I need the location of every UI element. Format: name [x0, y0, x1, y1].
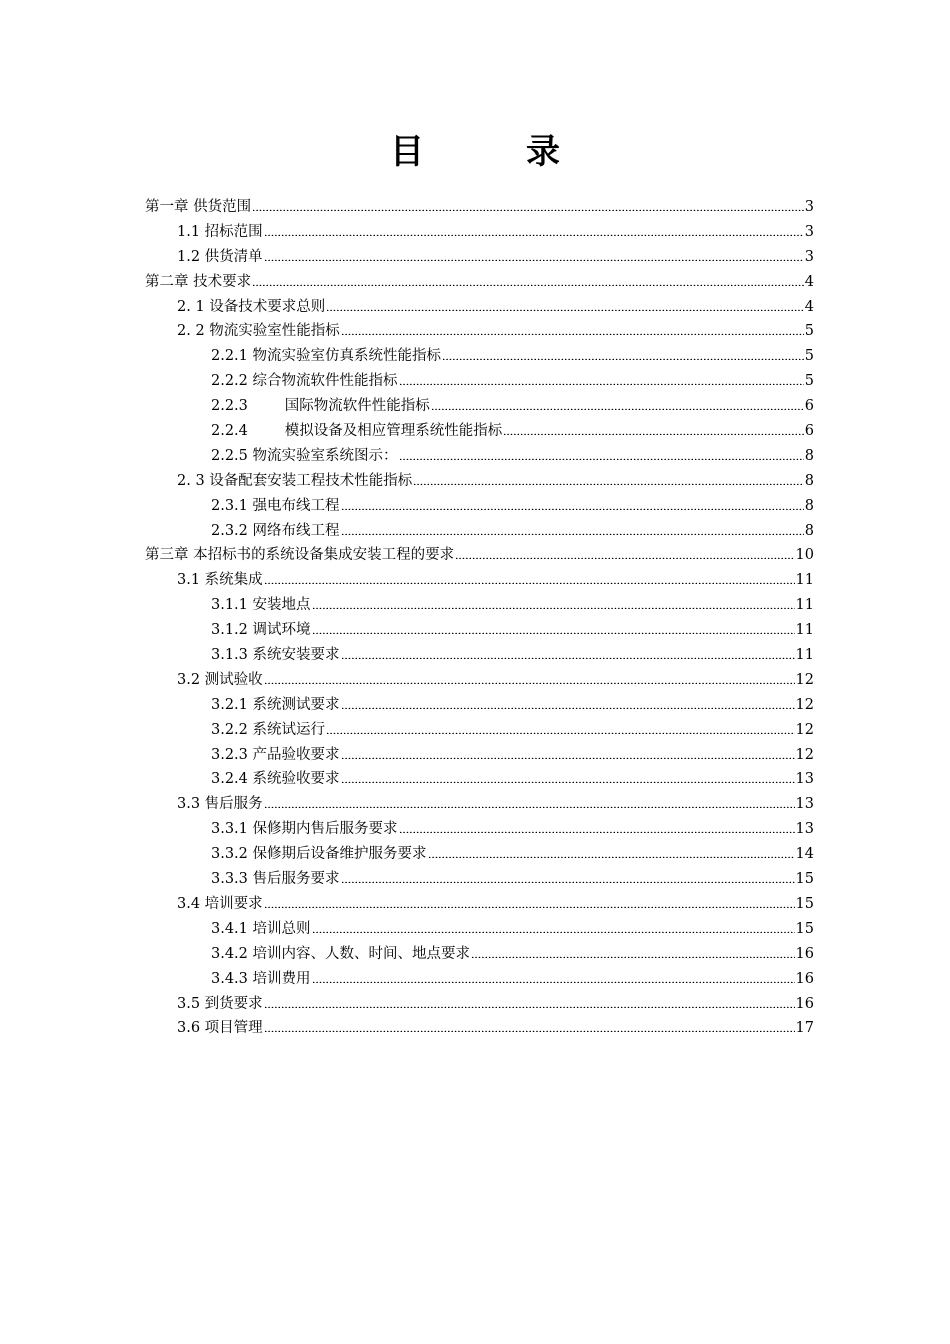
toc-entry[interactable] [0, 942, 950, 967]
toc-page-number: 3 [804, 223, 814, 240]
toc-entry[interactable] [0, 195, 950, 220]
toc-entry-label: 2.2.5 物流实验室系统图示： [211, 447, 398, 464]
toc-dot-leader [312, 624, 795, 634]
toc-entry[interactable] [0, 892, 950, 917]
toc-entry[interactable] [0, 817, 950, 842]
toc-dot-leader [413, 475, 803, 485]
toc-entry[interactable] [0, 718, 950, 743]
toc-dot-leader [264, 798, 795, 808]
toc-dot-leader [428, 848, 795, 858]
toc-dot-leader [341, 873, 795, 883]
toc-dot-leader [341, 500, 804, 510]
toc-dot-leader [264, 1022, 795, 1032]
toc-entry[interactable] [0, 245, 950, 270]
toc-entry-label: 3.2 测试验收 [177, 671, 263, 688]
toc-page-number: 16 [795, 945, 814, 962]
toc-entry[interactable] [0, 444, 950, 469]
toc-dot-leader [312, 599, 795, 609]
toc-entry[interactable] [0, 792, 950, 817]
toc-entry[interactable] [0, 643, 950, 668]
toc-dot-leader [503, 425, 803, 435]
toc-entry-label: 3.1.1 安装地点 [211, 597, 311, 614]
toc-dot-leader [341, 525, 804, 535]
toc-entry[interactable] [0, 917, 950, 942]
toc-entry-label: 2. 2 物流实验室性能指标 [177, 323, 340, 340]
toc-entry-label: 2.3.1 强电布线工程 [211, 497, 340, 514]
toc-entry-label: 3.2.4 系统验收要求 [211, 771, 340, 788]
toc-entry[interactable] [0, 1016, 950, 1041]
toc-entry[interactable] [0, 992, 950, 1017]
toc-dot-leader [341, 749, 795, 759]
toc-entry[interactable] [0, 220, 950, 245]
toc-entry-label: 2.3.2 网络布线工程 [211, 522, 340, 539]
toc-dot-leader [399, 823, 795, 833]
toc-entry[interactable] [0, 743, 950, 768]
toc-dot-leader [341, 649, 795, 659]
toc-page-number: 12 [795, 671, 814, 688]
toc-entry-label: 2. 1 设备技术要求总则 [177, 298, 326, 315]
toc-dot-leader [341, 773, 795, 783]
toc-entry-label: 3.3.1 保修期内售后服务要求 [211, 821, 398, 838]
toc-entry-label: 3.1.2 调试环境 [211, 622, 311, 639]
toc-page-number: 8 [804, 522, 814, 539]
toc-list [0, 195, 950, 1041]
toc-page-number: 11 [795, 597, 814, 614]
toc-entry-label: 3.3 售后服务 [177, 796, 263, 813]
toc-page-number: 13 [795, 796, 814, 813]
toc-entry[interactable] [0, 693, 950, 718]
toc-dot-leader [252, 276, 804, 286]
toc-entry[interactable] [0, 319, 950, 344]
toc-entry-label: 3.3.2 保修期后设备维护服务要求 [211, 846, 427, 863]
toc-entry-label: 2.2.1 物流实验室仿真系统性能指标 [211, 348, 442, 365]
toc-dot-leader [341, 325, 804, 335]
toc-page-number: 16 [795, 995, 814, 1012]
toc-page-number: 8 [804, 497, 814, 514]
toc-entry-label: 3.1 系统集成 [177, 572, 263, 589]
toc-dot-leader [442, 350, 804, 360]
toc-entry[interactable] [0, 419, 950, 444]
toc-entry-label: 3.3.3 售后服务要求 [211, 871, 340, 888]
toc-page-number: 6 [804, 398, 814, 415]
toc-dot-leader [399, 375, 804, 385]
toc-entry-label: 1.1 招标范围 [177, 223, 263, 240]
toc-page-number: 5 [804, 348, 814, 365]
toc-entry-label: 1.2 供货清单 [177, 248, 263, 265]
toc-entry-label: 2.2.3 国际物流软件性能指标 [211, 398, 430, 415]
toc-dot-leader [264, 898, 795, 908]
toc-dot-leader [471, 948, 795, 958]
toc-entry[interactable] [0, 394, 950, 419]
toc-page-number: 10 [795, 547, 814, 564]
toc-entry-label: 3.2.3 产品验收要求 [211, 746, 340, 763]
toc-entry-label: 3.4.2 培训内容、人数、时间、地点要求 [211, 945, 471, 962]
toc-dot-leader [312, 973, 795, 983]
toc-page-number: 4 [804, 298, 814, 315]
toc-page-number: 11 [795, 647, 814, 664]
toc-entry-label: 3.4.1 培训总则 [211, 920, 311, 937]
toc-page-number: 4 [804, 273, 814, 290]
toc-page-number: 13 [795, 821, 814, 838]
toc-entry-label: 3.6 项目管理 [177, 1020, 263, 1037]
toc-entry-label: 第三章 本招标书的系统设备集成安装工程的要求 [145, 547, 455, 564]
toc-dot-leader [431, 400, 804, 410]
toc-entry-label: 3.5 到货要求 [177, 995, 263, 1012]
toc-entry-label: 3.4.3 培训费用 [211, 970, 311, 987]
toc-entry[interactable] [0, 369, 950, 394]
toc-entry[interactable] [0, 270, 950, 295]
toc-page-number: 11 [795, 572, 814, 589]
toc-entry[interactable] [0, 519, 950, 544]
toc-page-number: 3 [804, 248, 814, 265]
toc-page-number: 8 [804, 447, 814, 464]
toc-entry-label: 第二章 技术要求 [145, 273, 252, 290]
toc-entry[interactable] [0, 668, 950, 693]
toc-entry-label: 3.4 培训要求 [177, 895, 263, 912]
toc-page-number: 17 [795, 1020, 814, 1037]
toc-page-number: 5 [804, 373, 814, 390]
toc-dot-leader [399, 450, 804, 460]
toc-dot-leader [252, 201, 804, 211]
toc-page-number: 12 [795, 746, 814, 763]
toc-page-number: 15 [795, 871, 814, 888]
toc-entry[interactable] [0, 618, 950, 643]
toc-entry[interactable] [0, 568, 950, 593]
toc-dot-leader [264, 998, 795, 1008]
toc-page-number: 15 [795, 920, 814, 937]
toc-entry[interactable] [0, 842, 950, 867]
toc-dot-leader [341, 699, 795, 709]
toc-entry-label: 3.2.1 系统测试要求 [211, 696, 340, 713]
toc-page-number: 12 [795, 721, 814, 738]
toc-dot-leader [326, 724, 795, 734]
toc-page-number: 8 [804, 472, 814, 489]
toc-dot-leader [264, 574, 795, 584]
toc-dot-leader [455, 549, 794, 559]
toc-entry-label: 2.2.4 模拟设备及相应管理系统性能指标 [211, 423, 503, 440]
toc-page-number: 14 [795, 846, 814, 863]
toc-entry-label: 2. 3 设备配套安装工程技术性能指标 [177, 472, 413, 489]
toc-entry[interactable] [0, 494, 950, 519]
toc-entry-label: 2.2.2 综合物流软件性能指标 [211, 373, 398, 390]
toc-dot-leader [264, 251, 804, 261]
toc-page-number: 16 [795, 970, 814, 987]
toc-dot-leader [264, 674, 795, 684]
toc-title: 目 录 [390, 132, 594, 172]
toc-entry-label: 3.1.3 系统安装要求 [211, 647, 340, 664]
toc-entry-label: 3.2.2 系统试运行 [211, 721, 326, 738]
toc-page-number: 5 [804, 323, 814, 340]
toc-entry[interactable] [0, 593, 950, 618]
toc-entry[interactable] [0, 967, 950, 992]
toc-page-number: 3 [804, 199, 814, 215]
toc-page-number: 13 [795, 771, 814, 788]
toc-page-number: 15 [795, 895, 814, 912]
toc-page-number: 11 [795, 622, 814, 639]
toc-dot-leader [264, 226, 804, 236]
toc-entry-label: 第一章 供货范围 [145, 199, 252, 215]
toc-page-number: 12 [795, 696, 814, 713]
toc-entry[interactable] [0, 469, 950, 494]
toc-page-number: 6 [804, 423, 814, 440]
toc-dot-leader [312, 923, 795, 933]
toc-entry[interactable] [0, 295, 950, 320]
toc-dot-leader [326, 301, 803, 311]
toc-entry[interactable] [0, 767, 950, 792]
toc-entry[interactable] [0, 867, 950, 892]
toc-entry[interactable] [0, 543, 950, 568]
toc-entry[interactable] [0, 344, 950, 369]
